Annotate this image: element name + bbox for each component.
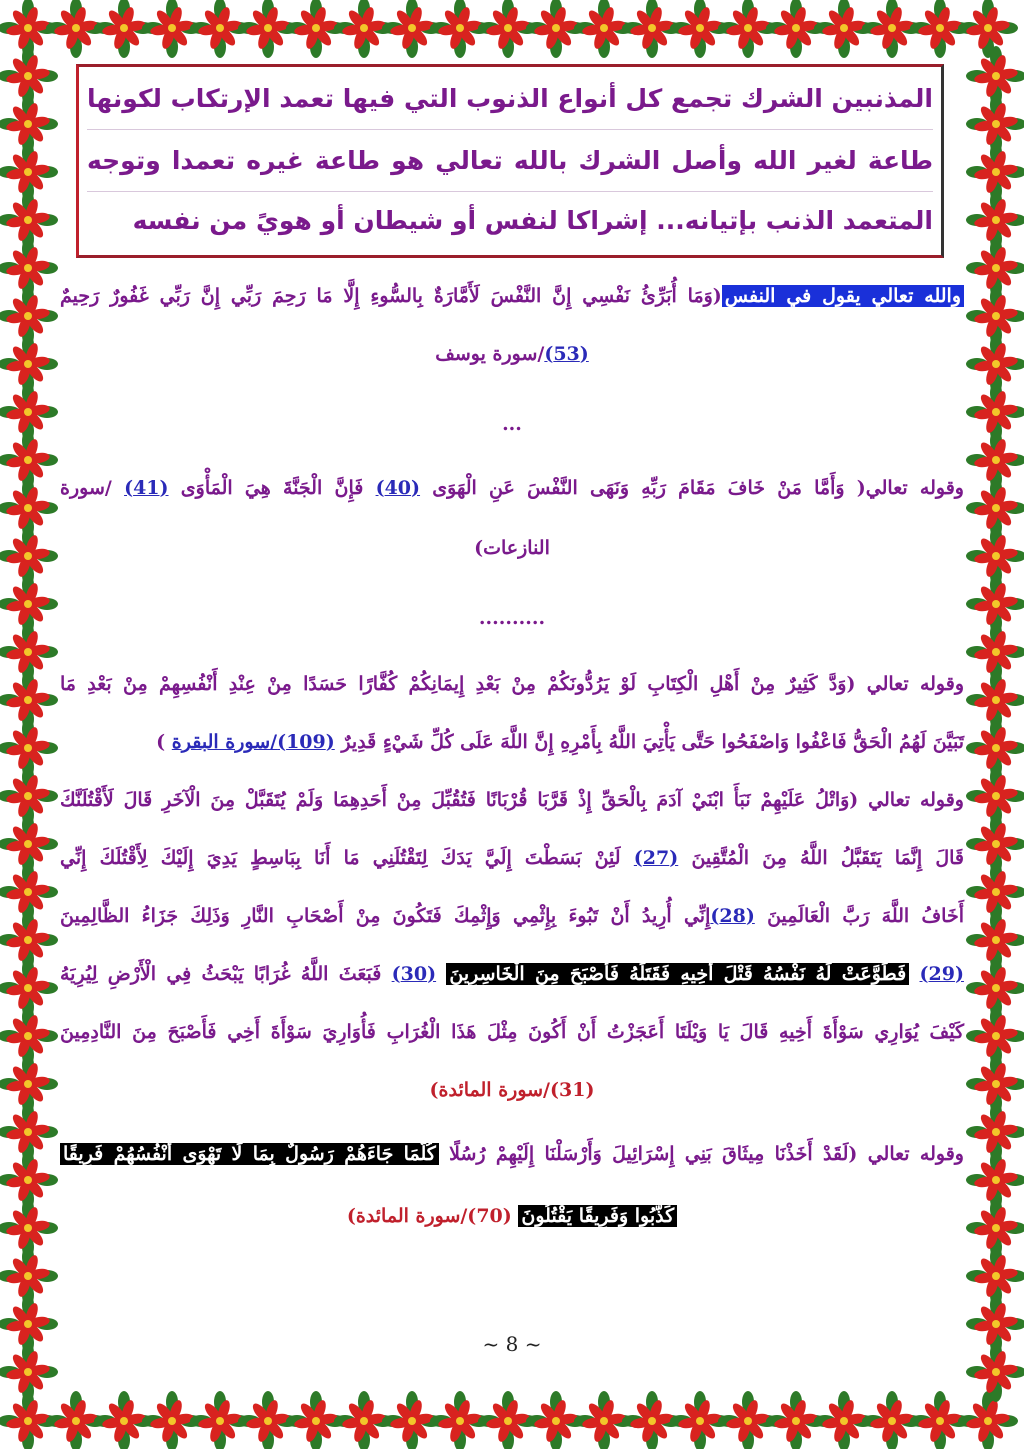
verse-text: وقوله تعالي (لَقَدْ أَخَذْنَا مِيثَاقَ بَنِي إِسْرَائِيلَ وَأَرْسَلْنَا إِلَيْهِمْ رُسُلًا — [449, 1143, 964, 1165]
verse-maida70-line-1 — [60, 1128, 964, 1180]
verse-number-link[interactable]: (41) — [124, 477, 169, 499]
verse-number-link[interactable]: (109) — [277, 731, 335, 753]
verse-baqara-line-1: وقوله تعالي (وَدَّ كَثِيرٌ مِنْ أَهْلِ الْكِتَابِ لَوْ يَرُدُّونَكُمْ مِنْ بَعْدِ إِيمَانِكُمْ كُفَّارًا حَسَدًا مِنْ عِنْدِ أَنْفُسِهِمْ مِنْ بَعْدِ مَا — [60, 673, 964, 695]
verse-naziat-line — [60, 462, 964, 514]
poinsettia-icon — [958, 1391, 1018, 1449]
verse-number-link[interactable]: (30) — [391, 963, 437, 985]
highlighted-verse: كُلَّمَا جَاءَهُمْ رَسُولٌ بِمَا لَا تَهْوَى أَنْفُسُهُمْ فَرِيقًا — [60, 1143, 439, 1165]
poinsettia-icon — [958, 0, 1018, 58]
sura-name: (70)/سورة المائدة) — [346, 1205, 512, 1227]
header-line-1: المذنبين الشرك تجمع كل أنواع الذنوب التي فيها تعمد الإرتكاب لكونها — [87, 84, 933, 113]
verse-naziat-sura: النازعات) — [474, 537, 550, 559]
verse-lead: وقوله تعالي( — [856, 477, 964, 499]
highlighted-verse: كَذَّبُوا وَفَرِيقًا يَقْتُلُونَ — [518, 1205, 677, 1227]
verse-maida-line-4 — [60, 948, 964, 1000]
verse-text: فَبَعَثَ اللَّهُ غُرَابًا يَبْحَثُ فِي الْأَرْضِ لِيُرِيَهُ — [60, 963, 382, 985]
verse-maida-line-5: كَيْفَ يُوَارِي سَوْأَةَ أَخِيهِ قَالَ يَا وَيْلَتَا أَعَجَزْتُ أَنْ أَكُونَ مِثْلَ هَذَا الْغُرَابِ فَأُوَارِيَ سَوْأَةَ أَخِي فَأَصْبَحَ مِنَ النَّادِمِينَ — [60, 1021, 964, 1043]
verse-text: إِنِّي أُرِيدُ أَنْ تَبُوءَ بِإِثْمِي وَإِثْمِكَ فَتَكُونَ مِنْ أَصْحَابِ النَّارِ وَذَلِكَ جَزَاءُ الظَّالِمِينَ — [60, 905, 711, 927]
highlighted-lead: والله تعالي يقول في النفس — [722, 285, 964, 307]
verse-number-link[interactable]: (53) — [544, 343, 589, 365]
verse-text: تَبَيَّنَ لَهُمُ الْحَقُّ فَاعْفُوا وَاصْفَحُوا حَتَّى يَأْتِيَ اللَّهُ بِأَمْرِهِ إِنَّ اللَّهَ عَلَى كُلِّ شَيْءٍ قَدِيرٌ — [341, 731, 964, 753]
verse-baqara-line-2 — [60, 716, 964, 768]
poinsettia-icon — [966, 1342, 1024, 1402]
separator-dots: ... — [502, 413, 522, 435]
verse-number-link[interactable]: (28) — [710, 905, 755, 927]
header-line-2: طاعة لغير الله وأصل الشرك بالله تعالي هو طاعة غيره تعمدا وتوجه — [87, 146, 933, 175]
header-divider — [87, 129, 933, 130]
verse-maida-sura: (31)/سورة المائدة) — [429, 1079, 595, 1101]
verse-number-link[interactable]: (27) — [633, 847, 679, 869]
page-number: ~ 8 ~ — [482, 1332, 542, 1356]
verse-yusuf-line — [60, 270, 964, 322]
verse-number-link[interactable]: (40) — [375, 477, 421, 499]
verse-text: لَئِنْ بَسَطْتَ إِلَيَّ يَدَكَ لِتَقْتُلَنِي مَا أَنَا بِبَاسِطٍ يَدِيَ إِلَيْكَ لِأَقْتُلَكَ إِنِّي — [60, 847, 621, 869]
verse-text: أَخَافُ اللَّهَ رَبَّ الْعَالَمِينَ — [767, 905, 964, 927]
document-page — [60, 60, 964, 1389]
verse-maida-line-2 — [60, 832, 964, 884]
poinsettia-icon — [0, 1342, 58, 1402]
header-text-box — [76, 64, 944, 258]
verse-text: (وَمَا أُبَرِّئُ نَفْسِي إِنَّ النَّفْسَ لَأَمَّارَةٌ بِالسُّوءِ إِلَّا مَا رَحِمَ رَبِّي إِنَّ رَبِّي غَفُورٌ رَحِيمٌ — [60, 285, 722, 307]
highlighted-verse: فَطَوَّعَتْ لَهُ نَفْسُهُ قَتْلَ أَخِيهِ فَقَتَلَهُ فَأَصْبَحَ مِنَ الْخَاسِرِينَ — [446, 963, 909, 985]
verse-text: وَأَمَّا مَنْ خَافَ مَقَامَ رَبِّهِ وَنَهَى النَّفْسَ عَنِ الْهَوَى — [432, 477, 845, 499]
verse-text: قَالَ إِنَّمَا يَتَقَبَّلُ اللَّهُ مِنَ الْمُتَّقِينَ — [691, 847, 964, 869]
verse-maida-line-1: وقوله تعالي (وَاتْلُ عَلَيْهِمْ نَبَأَ ابْنَيْ آدَمَ بِالْحَقِّ إِذْ قَرَّبَا قُرْبَانًا فَتُقُبِّلَ مِنْ أَحَدِهِمَا وَلَمْ يُتَقَبَّلْ مِنَ الْآخَرِ قَالَ لَأَقْتُلَنَّكَ — [60, 789, 964, 811]
verse-text: فَإِنَّ الْجَنَّةَ هِيَ الْمَأْوَى — [180, 477, 364, 499]
sura-name: /سورة يوسف — [435, 343, 545, 365]
verse-maida-line-3 — [60, 890, 964, 942]
separator-dots: .......... — [478, 607, 546, 629]
verse-yusuf-reference — [60, 328, 964, 380]
header-line-3: المتعمد الذنب بإتيانه... إشراكا لنفس أو شيطان أو هويً من نفسه — [132, 206, 933, 235]
closing-paren: ) — [156, 731, 166, 753]
verse-number-link[interactable]: (29) — [919, 963, 964, 985]
sura-name: /سورة — [60, 477, 112, 499]
sura-name-link[interactable]: /سورة البقرة — [171, 731, 278, 753]
verse-maida70-line-2 — [60, 1190, 964, 1242]
